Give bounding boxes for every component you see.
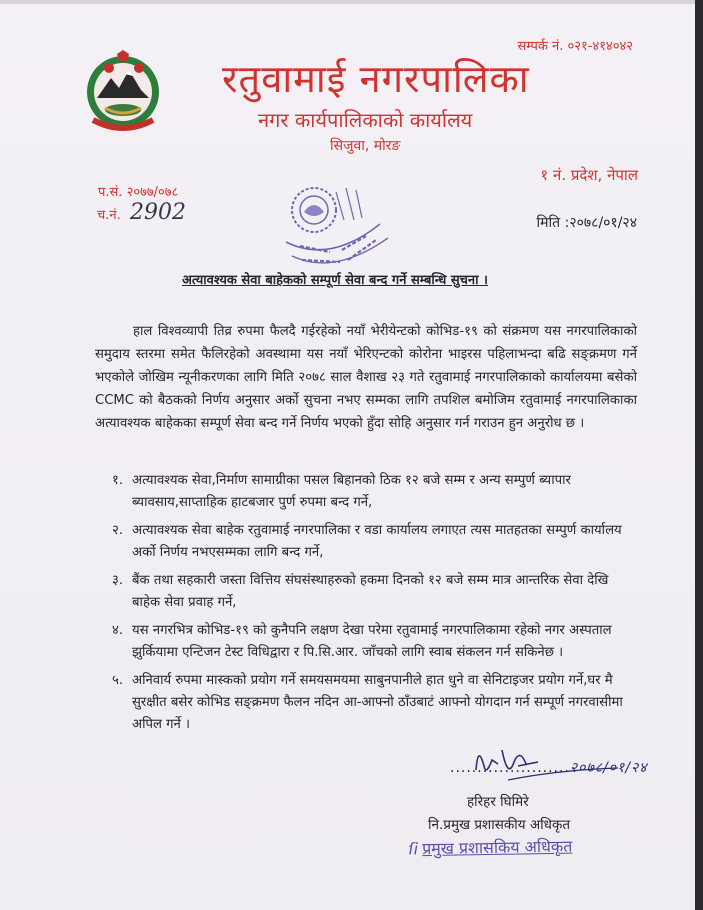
stamp-initial-icon: ſi — [407, 839, 419, 859]
reference-number: प.सं. २०७७/०७८ — [98, 185, 179, 200]
office-location: सिजुवा, मोरङ — [330, 138, 401, 154]
list-item-number: ५. — [112, 673, 124, 688]
list-item — [88, 520, 628, 564]
signature-line — [450, 758, 648, 777]
list-item-text: अत्यावश्यक सेवा,निर्माण सामाग्रीका पसल बिहानको ठिक १२ बजे सम्म र अन्य सम्पुर्ण ब्यापार ब्यावसाय,साप्ताहिक हाटबजार पुर्ण रुपमा बन्द गर्ने, — [132, 473, 571, 510]
list-item — [88, 620, 628, 664]
nepal-emblem-icon — [83, 48, 163, 138]
municipality-title: रतुवामाई नगरपालिका — [222, 57, 530, 101]
signature-dots: ...................... — [450, 760, 570, 776]
list-item — [88, 570, 628, 614]
list-item-number: १. — [112, 473, 124, 488]
notice-body-text: हाल विश्वव्यापी तिव्र रुपमा फैलदै गईरहेको नयाँ भेरीयेन्टको कोभिड-१९ को संक्रमण यस नगरपालिकाको समुदाय स्तरमा समेत फैलिरहेको अवस्थामा यस नयाँ भेरिएन्टको कोरोना भाइरस पहिलाभन्दा बढि सङ्क्रमण गर्ने भएकोले जोखिम न्यूनीकरणका लागि मिति २०७८ साल वैशाख २३ गते रतुवामाई नगरपालिकाको कार्यालयमा बसेको CCMC को बैठकको निर्णय अनुसार अर्को सुचना नभए सम्मका लागि तपशिल बमोजिम रतुवामाई नगरपालिकाका अत्यावश्यक बाहेकका सम्पूर्ण सेवा बन्द गर्ने निर्णय भएको हुँदा सोहि अनुसार गर्न गराउन हुन अनुरोध छ । — [95, 324, 637, 431]
top-border — [0, 0, 695, 4]
signatory-title: नि.प्रमुख प्रशासकीय अधिकृत — [428, 817, 571, 833]
list-item-text: यस नगरभित्र कोभिड-१९ को कुनैपनि लक्षण देखा परेमा रतुवामाई नगरपालिकामा रहेको नगर अस्पताल झुर्कियामा एन्टिजन टेस्ट विधिद्वारा र पि.सि.आर. जाँचको लागि स्वाब संकलन गर्न सकिनेछ । — [132, 623, 612, 660]
signature-date: २०७८/०१/२४ — [569, 760, 648, 776]
list-item-number: ३. — [112, 573, 124, 588]
page-edge-shadow — [695, 0, 703, 910]
list-item — [88, 470, 628, 514]
office-name: नगर कार्यपालिकाको कार्यालय — [258, 108, 473, 132]
list-item-text: अनिवार्य रुपमा मास्कको प्रयोग गर्ने समयसमयमा साबुनपानीले हात धुने वा सेनिटाइजर प्रयोग गर्ने,घर मै सुरक्षीत बसेर कोभिड सङ्क्रमण फैलन नदिन आ-आफ्नो ठाँउबाटं आफ्नो योगदान गर्न सम्पूर्ण नगरवासीमा अपिल गर्ने । — [132, 673, 623, 732]
list-item-number: २. — [112, 523, 124, 538]
decision-list — [88, 470, 628, 742]
list-item-text: अत्यावश्यक सेवा बाहेक रतुवामाई नगरपालिका र वडा कार्यालय लगाएत त्यस मातहतका सम्पुर्ण कार्यालय अर्को निर्णय नभएसम्मका लागि बन्द गर्ने, — [132, 523, 622, 560]
notice-body — [95, 320, 637, 435]
officer-stamp-text: प्रमुख प्रशासकिय अधिकृत — [421, 836, 573, 859]
list-item-number: ४. — [112, 623, 124, 638]
letter-date: मिति :२०७८/०१/२४ — [536, 215, 637, 231]
list-item — [88, 670, 628, 736]
officer-stamp — [408, 835, 573, 860]
dispatch-number-label: च.नं. — [97, 208, 121, 223]
dispatch-number-value: 2902 — [130, 200, 186, 225]
office-seal-stamp — [280, 180, 395, 275]
province-label: १ नं. प्रदेश, नेपाल — [540, 166, 638, 184]
notice-subject: अत्यावश्यक सेवा बाहेकको सम्पूर्ण सेवा बन्द गर्ने सम्बन्धि सुचना । — [182, 273, 488, 288]
signatory-name: हरिहर घिमिरे — [467, 794, 529, 810]
contact-number: सम्पर्क नं. ०२१-४१४०४२ — [517, 39, 633, 54]
list-item-text: बैंक तथा सहकारी जस्ता वित्तिय संघसंस्थाहरुको हकमा दिनको १२ बजे सम्म मात्र आन्तरिक सेवा देखि बाहेक सेवा प्रवाह गर्ने, — [132, 573, 609, 610]
